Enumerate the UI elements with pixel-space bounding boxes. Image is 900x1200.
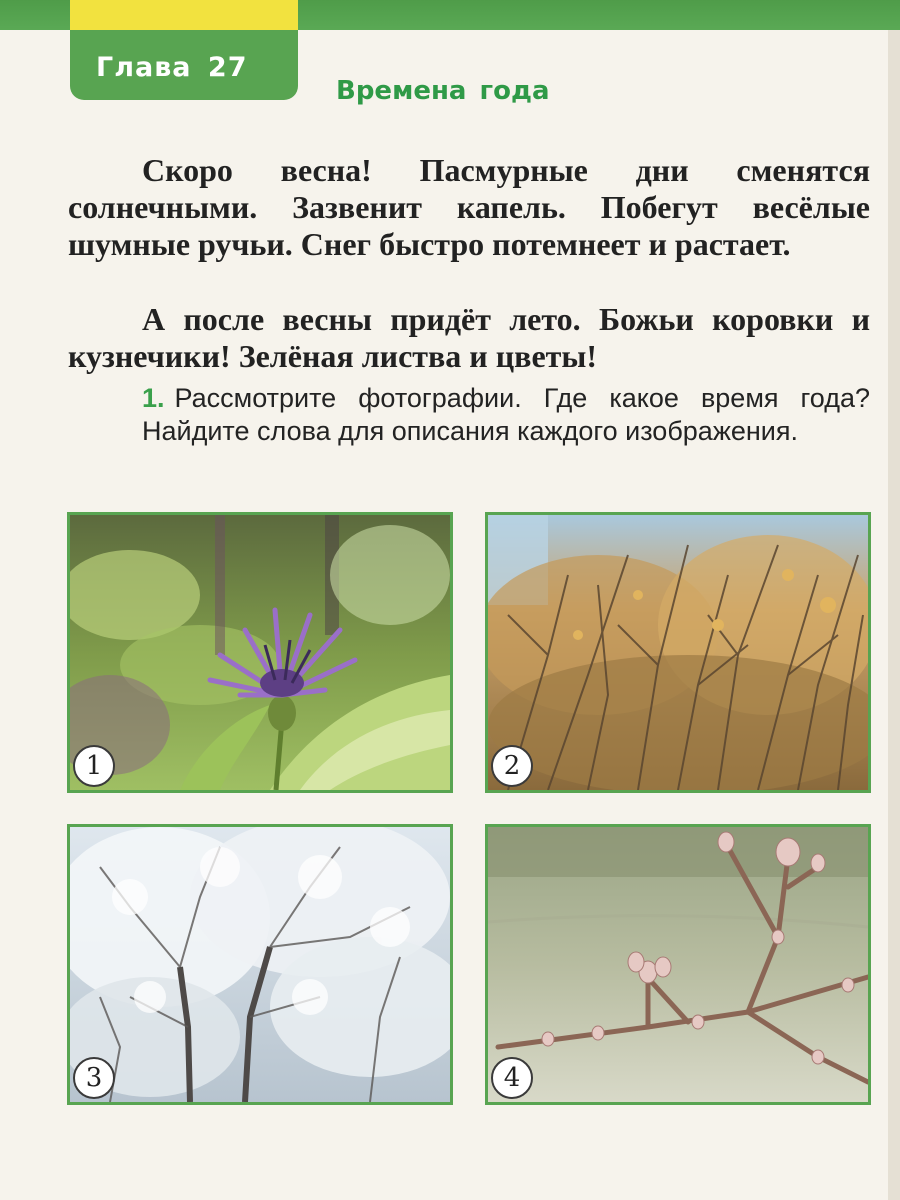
photo-number-badge: 4 xyxy=(491,1057,533,1099)
budding-branch-image xyxy=(488,827,868,1102)
photo-number-badge: 1 xyxy=(73,745,115,787)
chapter-label: Глава 27 xyxy=(96,52,248,83)
chapter-tab xyxy=(70,30,298,100)
page-edge-shadow xyxy=(888,30,900,1200)
photo-cornflower xyxy=(67,512,453,793)
chapter-title: Времена года xyxy=(336,76,550,106)
photo-number-badge: 2 xyxy=(491,745,533,787)
task-text: Рассмотрите фотографии. Где какое время года? Найдите слова для описания каждого изображения. xyxy=(142,383,870,446)
photo-autumn-bush xyxy=(485,512,871,793)
photo-budding-branch xyxy=(485,824,871,1105)
top-color-strip xyxy=(0,0,900,30)
paragraph-2: А после весны придёт лето. Божьи коровки и кузнечики! Зелёная листва и цветы! xyxy=(68,301,870,374)
task-number: 1. xyxy=(142,383,165,413)
autumn-bush-image xyxy=(488,515,868,790)
paragraph-1: Скоро весна! Пасмурные дни сменятся солнечными. Зазвенит капель. Побегут весёлые шумные ручьи. Снег быстро потемнеет и растает. xyxy=(68,152,870,262)
photo-frosted-trees xyxy=(67,824,453,1105)
photo-number-badge: 3 xyxy=(73,1057,115,1099)
yellow-band xyxy=(70,0,298,30)
frosted-trees-image xyxy=(70,827,450,1102)
cornflower-image xyxy=(70,515,450,790)
task-1 xyxy=(142,382,870,448)
